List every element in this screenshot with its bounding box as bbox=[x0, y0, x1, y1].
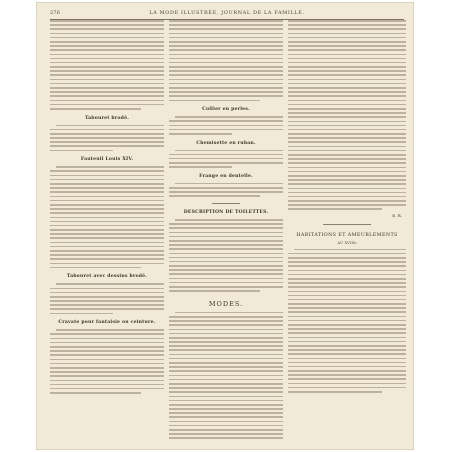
text-line bbox=[288, 167, 406, 169]
text-line bbox=[288, 87, 406, 89]
text-line bbox=[169, 95, 283, 97]
text-line bbox=[288, 353, 406, 355]
text-line bbox=[50, 263, 164, 265]
heading-collier-perles: Collier en perles. bbox=[202, 107, 250, 113]
text-line bbox=[169, 49, 283, 51]
text-line bbox=[169, 74, 283, 76]
text-line bbox=[50, 196, 164, 198]
text-line bbox=[169, 282, 283, 284]
text-line bbox=[169, 28, 283, 30]
text-line bbox=[50, 392, 141, 394]
text-line bbox=[288, 316, 406, 318]
text-line bbox=[50, 371, 164, 373]
text-line bbox=[169, 404, 283, 406]
text-line bbox=[288, 104, 406, 106]
text-line bbox=[169, 320, 283, 322]
text-line bbox=[288, 24, 406, 26]
text-line bbox=[288, 192, 406, 194]
text-line bbox=[50, 87, 164, 89]
text-line bbox=[169, 91, 283, 93]
text-line bbox=[288, 79, 406, 81]
text-line bbox=[288, 37, 406, 39]
text-line bbox=[288, 320, 406, 322]
text-line bbox=[169, 232, 283, 234]
text-line bbox=[50, 104, 164, 106]
text-line bbox=[169, 286, 283, 288]
text-line bbox=[288, 311, 406, 313]
text-line bbox=[169, 354, 283, 356]
text-line bbox=[288, 303, 406, 305]
text-line bbox=[288, 278, 406, 280]
text-line bbox=[169, 387, 283, 389]
text-line bbox=[288, 345, 406, 347]
text-line bbox=[50, 308, 164, 310]
text-line bbox=[50, 175, 164, 177]
text-line bbox=[50, 342, 164, 344]
text-line bbox=[50, 20, 164, 22]
text-line bbox=[169, 162, 283, 164]
text-line bbox=[169, 54, 283, 56]
text-line bbox=[169, 425, 283, 427]
heading-chemisette-ruban: Chemisette en ruban. bbox=[196, 140, 256, 146]
text-line bbox=[50, 91, 164, 93]
text-line bbox=[50, 200, 164, 202]
text-line bbox=[288, 265, 406, 267]
text-line bbox=[169, 227, 283, 229]
text-line bbox=[50, 28, 164, 30]
text-line bbox=[56, 329, 164, 331]
text-line bbox=[50, 183, 164, 185]
text-line bbox=[169, 24, 283, 26]
text-line bbox=[50, 246, 164, 248]
text-line bbox=[50, 233, 164, 235]
text-line bbox=[50, 363, 164, 365]
text-line bbox=[288, 141, 406, 143]
text-line bbox=[50, 170, 164, 172]
text-line bbox=[169, 66, 283, 68]
text-line bbox=[288, 295, 406, 297]
text-line bbox=[50, 45, 164, 47]
text-line bbox=[50, 24, 164, 26]
text-line bbox=[288, 162, 406, 164]
text-line bbox=[288, 54, 406, 56]
text-line bbox=[288, 70, 406, 72]
text-line bbox=[169, 433, 283, 435]
text-line bbox=[288, 95, 406, 97]
text-line bbox=[50, 354, 164, 356]
text-line bbox=[50, 179, 164, 181]
text-line bbox=[169, 349, 283, 351]
text-line bbox=[50, 204, 164, 206]
text-line bbox=[169, 278, 283, 280]
article-signature: E. R. bbox=[392, 212, 402, 218]
text-line bbox=[50, 225, 164, 227]
text-line bbox=[169, 125, 283, 127]
column-3 bbox=[288, 20, 406, 442]
text-line bbox=[50, 313, 113, 315]
text-line bbox=[169, 396, 283, 398]
text-line bbox=[288, 324, 406, 326]
text-line bbox=[169, 345, 283, 347]
text-line bbox=[288, 91, 406, 93]
text-line bbox=[288, 188, 406, 190]
text-line bbox=[50, 333, 164, 335]
text-line bbox=[169, 37, 283, 39]
text-line bbox=[50, 33, 164, 35]
text-line bbox=[175, 219, 283, 221]
text-line bbox=[288, 158, 406, 160]
text-line bbox=[50, 70, 164, 72]
text-line bbox=[288, 274, 406, 276]
text-line bbox=[50, 137, 164, 139]
journal-page bbox=[36, 2, 414, 450]
text-line bbox=[288, 374, 406, 376]
text-line bbox=[169, 248, 283, 250]
text-line bbox=[169, 416, 283, 418]
text-line bbox=[288, 100, 406, 102]
text-line bbox=[288, 58, 406, 60]
heading-habitations: HABITATIONS ET AMEUBLEMENTS bbox=[296, 232, 398, 238]
text-line bbox=[288, 150, 406, 152]
text-line bbox=[169, 329, 283, 331]
text-line bbox=[169, 158, 283, 160]
text-line bbox=[169, 379, 283, 381]
text-line bbox=[288, 286, 406, 288]
text-line bbox=[288, 332, 406, 334]
text-line bbox=[50, 41, 164, 43]
text-line bbox=[169, 333, 283, 335]
text-line bbox=[169, 341, 283, 343]
text-line bbox=[169, 58, 283, 60]
text-line bbox=[288, 41, 406, 43]
text-line bbox=[50, 83, 164, 85]
text-line bbox=[169, 362, 283, 364]
text-line bbox=[50, 133, 164, 135]
text-line bbox=[50, 367, 164, 369]
text-line bbox=[50, 375, 164, 377]
heading-tabouret-dessins: Tabouret avec dessins brodé. bbox=[66, 274, 148, 280]
text-line bbox=[288, 28, 406, 30]
text-line bbox=[288, 154, 406, 156]
text-line bbox=[50, 217, 164, 219]
text-line bbox=[50, 187, 164, 189]
text-line bbox=[288, 200, 406, 202]
text-line bbox=[50, 66, 164, 68]
text-line bbox=[169, 391, 283, 393]
text-line bbox=[169, 195, 260, 197]
text-line bbox=[288, 179, 406, 181]
text-line bbox=[288, 270, 406, 272]
text-line bbox=[50, 208, 164, 210]
running-title: LA MODE ILLUSTRÉE, JOURNAL DE LA FAMILLE. bbox=[149, 9, 305, 16]
text-line bbox=[169, 191, 283, 193]
text-line bbox=[288, 208, 382, 210]
section-divider bbox=[212, 203, 241, 204]
text-line bbox=[169, 437, 283, 439]
text-line bbox=[175, 150, 283, 152]
text-line bbox=[169, 408, 283, 410]
text-line bbox=[169, 79, 283, 81]
text-line bbox=[294, 249, 406, 251]
text-line bbox=[56, 125, 164, 127]
text-line bbox=[169, 45, 283, 47]
text-line bbox=[50, 108, 141, 110]
text-line bbox=[288, 121, 406, 123]
text-line bbox=[169, 421, 283, 423]
text-line bbox=[50, 54, 164, 56]
text-line bbox=[169, 236, 283, 238]
text-line bbox=[288, 116, 406, 118]
text-line bbox=[50, 338, 164, 340]
text-line bbox=[169, 187, 283, 189]
text-line bbox=[288, 125, 406, 127]
text-line bbox=[169, 400, 283, 402]
text-line bbox=[169, 83, 283, 85]
text-line bbox=[50, 212, 164, 214]
text-line bbox=[50, 37, 164, 39]
text-line bbox=[50, 346, 164, 348]
text-line bbox=[56, 283, 164, 285]
text-line bbox=[288, 337, 406, 339]
text-line bbox=[169, 261, 283, 263]
text-line bbox=[50, 58, 164, 60]
text-line bbox=[50, 49, 164, 51]
text-line bbox=[169, 383, 283, 385]
text-line bbox=[169, 337, 283, 339]
text-line bbox=[169, 244, 283, 246]
text-line bbox=[169, 62, 283, 64]
text-line bbox=[50, 267, 141, 269]
text-line bbox=[288, 378, 406, 380]
text-line bbox=[50, 250, 164, 252]
text-line bbox=[169, 87, 283, 89]
text-line bbox=[50, 62, 164, 64]
text-line bbox=[169, 20, 283, 22]
text-line bbox=[50, 296, 164, 298]
text-line bbox=[288, 253, 406, 255]
text-line bbox=[50, 237, 164, 239]
text-line bbox=[288, 328, 406, 330]
text-line bbox=[288, 366, 406, 368]
text-line bbox=[50, 145, 164, 147]
text-line bbox=[169, 429, 283, 431]
text-line bbox=[50, 254, 164, 256]
text-line bbox=[50, 74, 164, 76]
text-line bbox=[288, 137, 406, 139]
text-line bbox=[50, 300, 164, 302]
text-line bbox=[50, 129, 164, 131]
text-line bbox=[175, 183, 283, 185]
text-line bbox=[288, 299, 406, 301]
heading-tabouret-brode: Tabouret brodé. bbox=[84, 115, 130, 121]
text-line bbox=[169, 223, 283, 225]
text-line bbox=[50, 304, 164, 306]
text-line bbox=[50, 350, 164, 352]
section-divider bbox=[323, 224, 370, 225]
text-line bbox=[288, 66, 406, 68]
text-line bbox=[288, 171, 406, 173]
text-line bbox=[288, 358, 406, 360]
text-line bbox=[288, 349, 406, 351]
text-line bbox=[50, 258, 164, 260]
text-line bbox=[56, 166, 164, 168]
text-line bbox=[50, 359, 164, 361]
text-line bbox=[169, 366, 283, 368]
text-line bbox=[175, 116, 283, 118]
text-line bbox=[50, 141, 164, 143]
text-line bbox=[288, 74, 406, 76]
text-line bbox=[169, 133, 232, 135]
heading-cravate: Cravate pour fantaisie ou ceinture. bbox=[58, 320, 156, 326]
text-line bbox=[169, 370, 283, 372]
text-line bbox=[169, 324, 283, 326]
text-line bbox=[288, 20, 406, 22]
text-line bbox=[288, 257, 406, 259]
text-line bbox=[288, 45, 406, 47]
text-line bbox=[169, 120, 283, 122]
text-line bbox=[169, 265, 283, 267]
page-header bbox=[50, 8, 404, 17]
text-line bbox=[169, 375, 283, 377]
text-line bbox=[288, 146, 406, 148]
text-line bbox=[169, 273, 283, 275]
text-line bbox=[50, 79, 164, 81]
text-line bbox=[169, 290, 260, 292]
text-line bbox=[50, 191, 164, 193]
text-line bbox=[50, 288, 164, 290]
text-line bbox=[169, 33, 283, 35]
heading-fauteuil-louis-xiv: Fauteuil Louis XIV. bbox=[80, 157, 134, 163]
text-line bbox=[50, 150, 113, 152]
text-line bbox=[288, 282, 406, 284]
text-line bbox=[288, 261, 406, 263]
text-line bbox=[169, 41, 283, 43]
text-line bbox=[288, 33, 406, 35]
column-2 bbox=[169, 20, 283, 442]
text-line bbox=[169, 316, 283, 318]
text-line bbox=[50, 100, 164, 102]
text-line bbox=[288, 175, 406, 177]
text-line bbox=[169, 129, 283, 131]
text-line bbox=[288, 362, 406, 364]
text-line bbox=[288, 387, 406, 389]
text-line bbox=[50, 388, 164, 390]
text-line bbox=[169, 412, 283, 414]
subheading-habitations: AU XVIIIe bbox=[337, 239, 357, 245]
text-line bbox=[169, 154, 283, 156]
text-line bbox=[288, 341, 406, 343]
text-line bbox=[288, 291, 406, 293]
text-line bbox=[288, 83, 406, 85]
text-line bbox=[288, 62, 406, 64]
text-line bbox=[169, 358, 283, 360]
text-line bbox=[169, 253, 283, 255]
text-line bbox=[50, 229, 164, 231]
text-line bbox=[288, 129, 406, 131]
text-line bbox=[288, 370, 406, 372]
heading-frange-dentelle: Frange en dentelle. bbox=[199, 173, 253, 179]
text-line bbox=[288, 112, 406, 114]
text-line bbox=[175, 312, 283, 314]
text-line bbox=[50, 384, 164, 386]
text-line bbox=[169, 269, 283, 271]
text-line bbox=[50, 221, 164, 223]
text-line bbox=[288, 49, 406, 51]
heading-description-toilettes: DESCRIPTION DE TOILETTES. bbox=[183, 210, 269, 215]
text-line bbox=[288, 391, 382, 393]
text-line bbox=[288, 133, 406, 135]
text-line bbox=[50, 95, 164, 97]
text-line bbox=[288, 196, 406, 198]
text-line bbox=[288, 307, 406, 309]
text-line bbox=[50, 292, 164, 294]
column-1 bbox=[50, 20, 164, 442]
heading-modes: MODES. bbox=[208, 299, 244, 308]
text-line bbox=[288, 108, 406, 110]
text-line bbox=[288, 383, 406, 385]
text-line bbox=[50, 380, 164, 382]
text-line bbox=[288, 204, 406, 206]
text-line bbox=[169, 240, 283, 242]
text-line bbox=[288, 183, 406, 185]
page-number: 276 bbox=[50, 9, 61, 16]
text-line bbox=[169, 257, 283, 259]
text-line bbox=[169, 100, 260, 102]
text-line bbox=[50, 242, 164, 244]
text-line bbox=[169, 166, 232, 168]
text-line bbox=[169, 70, 283, 72]
